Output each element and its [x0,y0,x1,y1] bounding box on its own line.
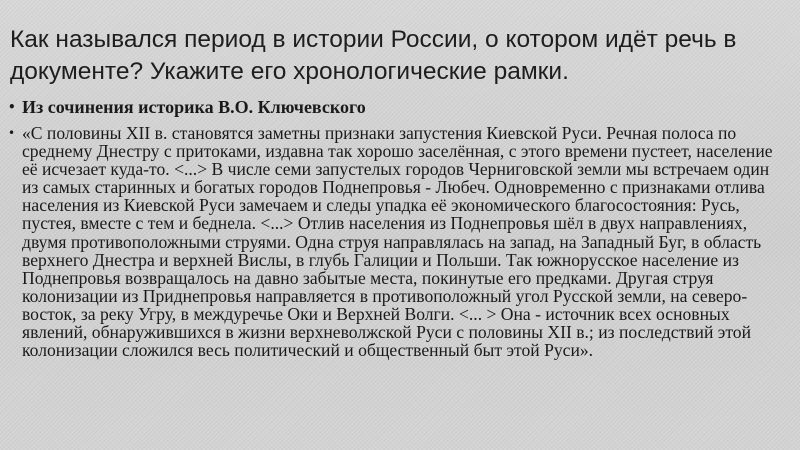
quote-text: «С половины XII в. становятся заметны признаки запустения Киевской Руси. Речная полоса по среднему Днестру с притоками, издавна так хорошо заселённая, с этого времени пустеет, население её исчезает куда-то. <...> В числе семи запустелых городов Черниговской земли мы встречаем один из самых старинных и богатых городов Поднепровья - Любеч. Одновременно с признаками отлива населения из Киевской Руси замечаем и следы упадка её экономического благосостояния: Русь, пустея, вместе с тем и беднела. <...> Отлив населения из Поднепровья шёл в двух направлениях, двумя противоположными струями. Одна струя направлялась на запад, на Западный Буг, в область верхнего Днестра и верхней Вислы, в глубь Галиции и Польши. Так южнорусское население из Поднепровья возвращалось на давно забытые места, покинутые его предками. Другая струя колонизации из Приднепровья направляется в противоположный угол Русской земли, на северо-восток, за реку Угру, в междуречье Оки и Верхней Волги. <... > Она - источник всех основных явлений, обнаружившихся в жизни верхневолжской Руси с половины XII в.; из последствий этой колонизации сложился весь политический и общественный быт этой Руси». [22,123,773,361]
bullet-item-source [0,97,800,117]
source-heading: Из сочинения историка В.О. Ключевского [22,97,366,117]
bullet-list [0,97,800,359]
bullet-dot-icon: • [8,126,16,140]
bullet-item-quote [0,124,800,359]
bullet-dot-icon: • [8,100,16,114]
slide-title: Как назывался период в истории России, о котором идёт речь в документе? Укажите его хронологические рамки. [10,26,737,85]
